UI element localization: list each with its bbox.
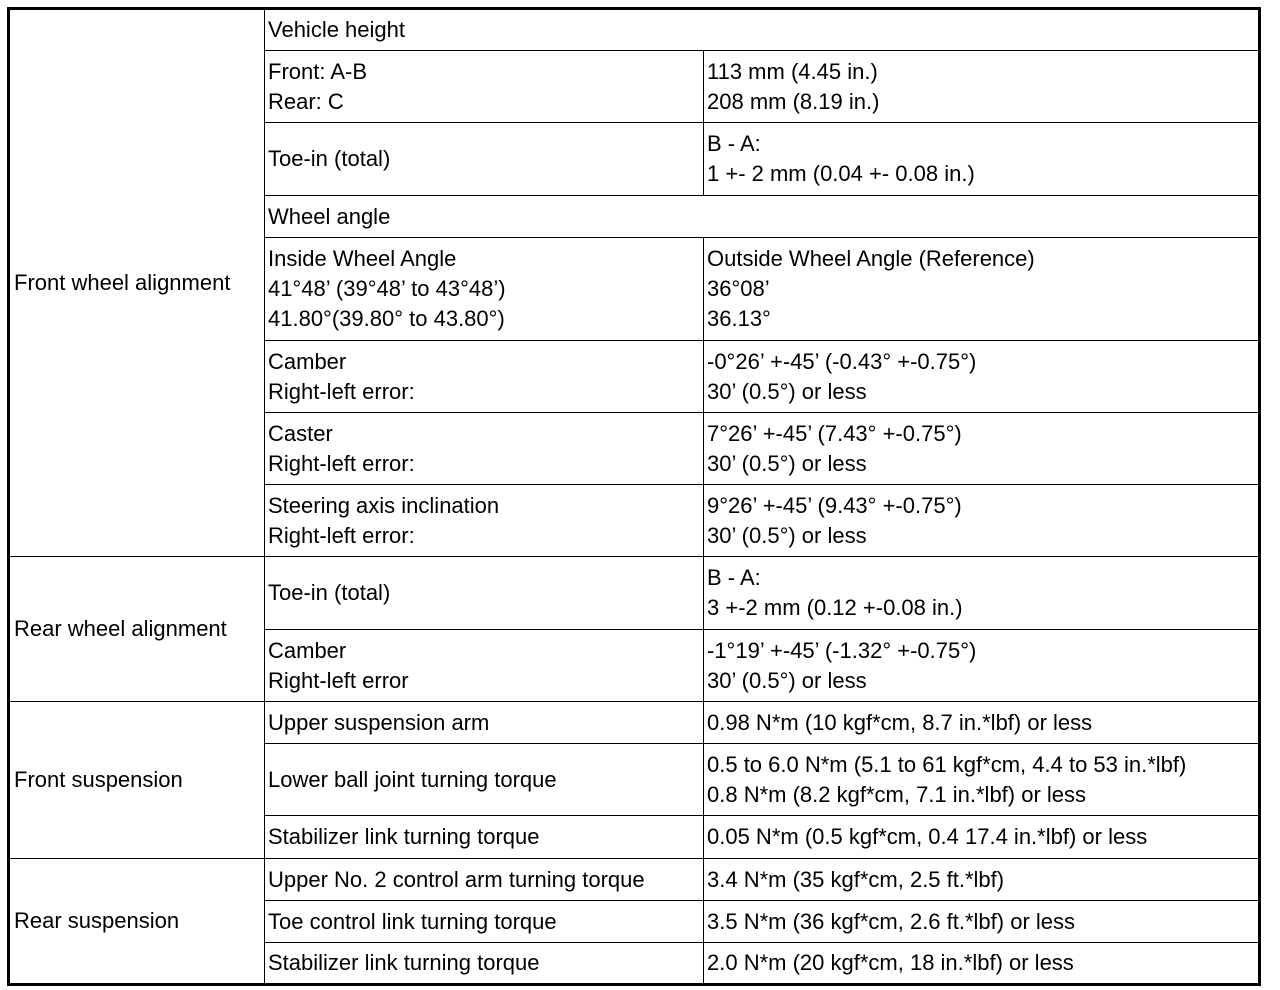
item-label-line: Camber bbox=[268, 348, 347, 374]
item-label-line: Right-left error: bbox=[268, 450, 415, 476]
item-label-line: Steering axis inclination bbox=[268, 492, 500, 518]
item-value bbox=[704, 744, 1260, 816]
item-label bbox=[265, 630, 704, 702]
category-rear-suspension: Rear suspension bbox=[9, 859, 265, 985]
section-header-wheel-angle: Wheel angle bbox=[265, 196, 1260, 238]
item-label bbox=[265, 51, 704, 123]
item-label: Toe-in (total) bbox=[265, 123, 704, 196]
item-value: 3.4 N*m (35 kgf*cm, 2.5 ft.*lbf) bbox=[704, 859, 1260, 901]
item-value-line: 0.8 N*m (8.2 kgf*cm, 7.1 in.*lbf) or less bbox=[707, 781, 1087, 807]
item-label: Upper suspension arm bbox=[265, 702, 704, 744]
item-value-line: 30’ (0.5°) or less bbox=[707, 522, 867, 548]
item-label: Toe-in (total) bbox=[265, 557, 704, 630]
item-value bbox=[704, 630, 1260, 702]
item-value-line: 0.5 to 6.0 N*m (5.1 to 61 kgf*cm, 4.4 to 53 in.*lbf) bbox=[707, 751, 1187, 777]
category-rear-wheel-alignment: Rear wheel alignment bbox=[9, 557, 265, 702]
item-value-line: Outside Wheel Angle (Reference) bbox=[707, 246, 1035, 271]
table-row bbox=[9, 557, 1260, 630]
item-label: Stabilizer link turning torque bbox=[265, 943, 704, 985]
item-value bbox=[704, 341, 1260, 413]
item-label-line: 41°48’ (39°48’ to 43°48’) bbox=[268, 276, 506, 301]
item-label-line: Right-left error: bbox=[268, 522, 415, 548]
item-label bbox=[265, 413, 704, 485]
item-label-line: 41.80°(39.80° to 43.80°) bbox=[268, 306, 505, 331]
item-value-line: 36.13° bbox=[707, 306, 771, 331]
item-value-line: -0°26’ +-45’ (-0.43° +-0.75°) bbox=[707, 348, 977, 374]
category-front-wheel-alignment: Front wheel alignment bbox=[9, 9, 265, 557]
section-header-vehicle-height: Vehicle height bbox=[265, 9, 1260, 51]
item-value: 2.0 N*m (20 kgf*cm, 18 in.*lbf) or less bbox=[704, 943, 1260, 985]
item-value-line: 113 mm (4.45 in.) bbox=[707, 58, 878, 84]
table-row bbox=[9, 9, 1260, 51]
item-label-line: Rear: C bbox=[268, 88, 344, 114]
item-value-line: 9°26’ +-45’ (9.43° +-0.75°) bbox=[707, 492, 962, 518]
item-value: 0.98 N*m (10 kgf*cm, 8.7 in.*lbf) or less bbox=[704, 702, 1260, 744]
item-value-line: 1 +- 2 mm (0.04 +- 0.08 in.) bbox=[707, 161, 975, 186]
item-label: Upper No. 2 control arm turning torque bbox=[265, 859, 704, 901]
item-value-line: -1°19’ +-45’ (-1.32° +-0.75°) bbox=[707, 637, 977, 663]
item-value-line: 3 +-2 mm (0.12 +-0.08 in.) bbox=[707, 595, 963, 620]
item-value-line: B - A: bbox=[707, 565, 761, 590]
item-label: Stabilizer link turning torque bbox=[265, 816, 704, 859]
item-value bbox=[704, 485, 1260, 557]
category-front-suspension: Front suspension bbox=[9, 702, 265, 859]
item-label bbox=[265, 341, 704, 413]
item-value-line: 7°26’ +-45’ (7.43° +-0.75°) bbox=[707, 420, 962, 446]
item-value bbox=[704, 557, 1260, 630]
table-row bbox=[9, 702, 1260, 744]
item-label: Lower ball joint turning torque bbox=[265, 744, 704, 816]
item-value-line: B - A: bbox=[707, 131, 761, 156]
item-value bbox=[704, 238, 1260, 341]
item-value-line: 208 mm (8.19 in.) bbox=[707, 88, 880, 114]
item-value-line: 30’ (0.5°) or less bbox=[707, 667, 867, 693]
item-label bbox=[265, 238, 704, 341]
item-value-line: 30’ (0.5°) or less bbox=[707, 378, 867, 404]
specification-table bbox=[7, 7, 1261, 986]
item-label-line: Right-left error: bbox=[268, 378, 415, 404]
item-value bbox=[704, 413, 1260, 485]
item-label-line: Inside Wheel Angle bbox=[268, 246, 457, 271]
item-value-line: 30’ (0.5°) or less bbox=[707, 450, 867, 476]
item-label bbox=[265, 485, 704, 557]
item-value-line: 36°08’ bbox=[707, 276, 770, 301]
item-value bbox=[704, 123, 1260, 196]
item-value: 3.5 N*m (36 kgf*cm, 2.6 ft.*lbf) or less bbox=[704, 901, 1260, 943]
item-label-line: Front: A-B bbox=[268, 58, 368, 84]
item-label: Toe control link turning torque bbox=[265, 901, 704, 943]
table-row bbox=[9, 859, 1260, 901]
item-label-line: Right-left error bbox=[268, 667, 409, 693]
item-value bbox=[704, 51, 1260, 123]
item-label-line: Caster bbox=[268, 420, 333, 446]
item-label-line: Camber bbox=[268, 637, 347, 663]
item-value: 0.05 N*m (0.5 kgf*cm, 0.4 17.4 in.*lbf) or less bbox=[704, 816, 1260, 859]
